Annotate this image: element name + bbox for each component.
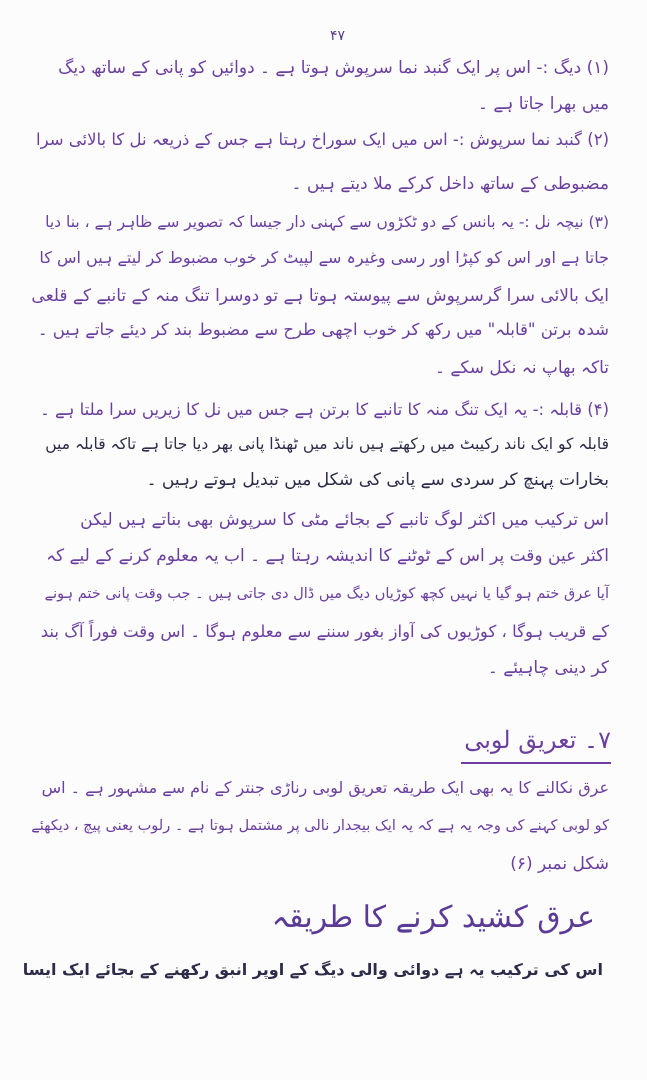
page-number: ۴۷ [330, 28, 346, 44]
paragraph-line: (۴) قابلہ :- یہ ایک تنگ منہ کا تانبے کا برتن ہے جس میں نل کا زیریں سرا ملتا ہے ۔ [40, 400, 609, 419]
closing-line: اس کی ترکیب یہ ہے دوائی والی دیگ کے اوپر انبق رکھنے کے بجائے ایک ایسا [22, 960, 603, 979]
paragraph-line: اس ترکیب میں اکثر لوگ تانبے کے بجائے مٹی کا سرپوش بھی بناتے ہیں لیکن [80, 510, 609, 530]
paragraph-line: میں بھرا جاتا ہے ۔ [478, 94, 609, 114]
paragraph-line: کر دینی چاہیئے ۔ [487, 658, 609, 678]
paragraph-line: جاتا ہے اور اس کو کپڑا اور رسی وغیرہ سے لپیٹ کر خوب مضبوط کر لیتے ہیں اس کا [39, 248, 609, 267]
paragraph-line: قابلہ کو ایک ناند رکیبٹ میں رکھتے ہیں ناند میں ٹھنڈا پانی بھر دیا جاتا ہے تاکہ قابلہ میں [45, 435, 609, 453]
paragraph-line: (۲) گنبد نما سرپوش :- اس میں ایک سوراخ رہتا ہے جس کے ذریعہ نل کا بالائی سرا [36, 130, 609, 149]
paragraph-line: ایک بالائی سرا گرسرپوش سے پیوستہ ہوتا ہے تو دوسرا تنگ منہ کے تانبے کے قلعی [31, 286, 609, 306]
paragraph-line: تاکہ بھاپ نہ نکل سکے ۔ [435, 358, 609, 378]
paragraph-line: (۳) نیچہ نل :- یہ بانس کے دو ٹکڑوں سے کہنی دار جیسا کہ تصویر سے ظاہر ہے ، بنا دیا [45, 213, 609, 231]
paragraph-line: بخارات پہنچ کر سردی سے پانی کی شکل میں تبدیل ہوتے رہیں ۔ [146, 470, 609, 490]
paragraph-line: (۱) دیگ :- اس پر ایک گنبد نما سرپوش ہوتا ہے ۔ دوائیں کو پانی کے ساتھ دیگ [58, 58, 609, 78]
paragraph-line: مضبوطی کے ساتھ داخل کرکے ملا دیتے ہیں ۔ [291, 174, 609, 194]
paragraph-line: عرق نکالنے کا یہ بھی ایک طریقہ تعریق لوبی رناڑی جنتر کے نام سے مشہور ہے ۔ اس [41, 778, 609, 797]
paragraph-line: شدہ برتن "قابلہ" میں رکھ کر خوب اچھی طرح سے مضبوط بند کر دیئے جاتے ہیں ۔ [37, 320, 609, 339]
section-heading: ۷۔ تعریق لوبی [464, 726, 611, 754]
paragraph-line: شکل نمبر (۶) [510, 854, 609, 874]
paragraph-line: کے قریب ہوگا ، کوڑیوں کی آواز بغور سننے سے معلوم ہوگا ۔ اس وقت فوراً آگ بند [40, 622, 609, 641]
paragraph-line: کو لوبی کہنے کی وجہ یہ ہے کہ یہ ایک بیجدار نالی پر مشتمل ہوتا ہے ۔ رلوب یعنی پیچ ، دیکھئے [31, 818, 609, 834]
section-heading-underline [461, 762, 611, 764]
main-heading: عرق کشید کرنے کا طریقہ [271, 900, 595, 935]
paragraph-line: اکثر عین وقت پر اس کے ٹوٹنے کا اندیشہ رہتا ہے ۔ اب یہ معلوم کرنے کے لیے کہ [46, 546, 609, 566]
paragraph-line: آیا عرق ختم ہو گیا یا نہیں کچھ کوڑیاں دیگ میں ڈال دی جاتی ہیں ۔ جب وقت پانی ختم ہونے [44, 586, 609, 602]
